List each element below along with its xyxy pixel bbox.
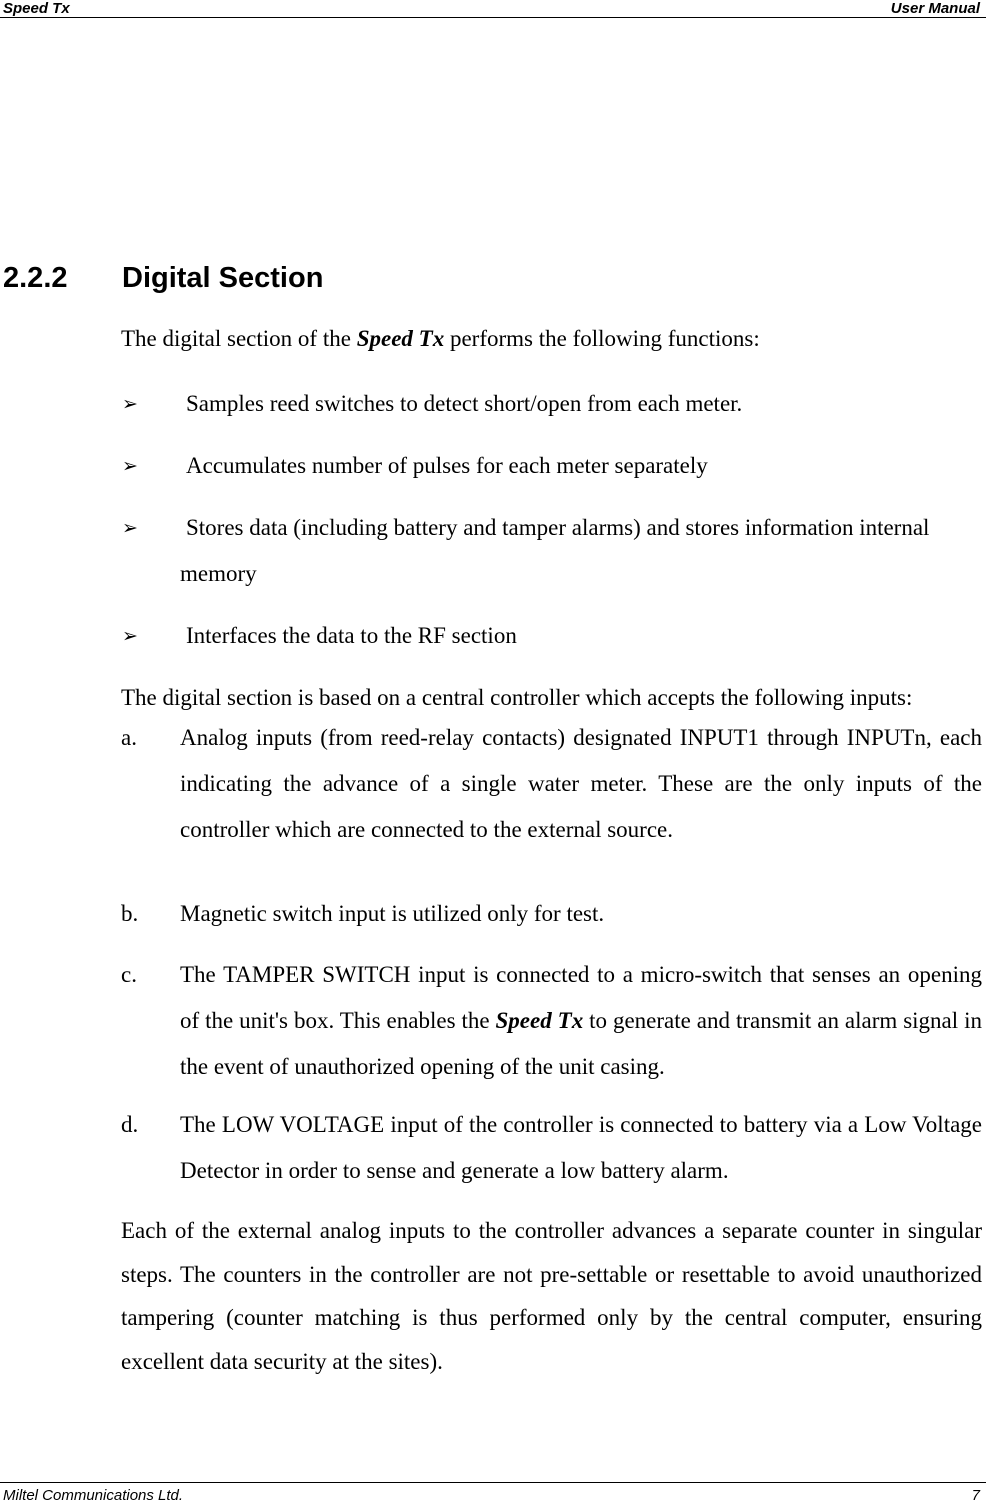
list-item-text: The LOW VOLTAGE input of the controller is connected to battery via a Low Voltage Detector in order to sense and generate a low battery alarm.: [180, 1112, 982, 1183]
list-item-label: d.: [121, 1112, 139, 1137]
list-item-text-before: The TAMPER SWITCH input is connected to a micro-switch that senses an opening of the unit's box. This enables the: [180, 962, 982, 1033]
list-item-text: [180, 952, 982, 1090]
product-name: Speed Tx: [495, 1008, 584, 1033]
intro-paragraph: [121, 324, 981, 354]
arrow-bullet-icon: ➢: [122, 455, 138, 477]
intro-text-before: The digital section of the: [121, 326, 357, 351]
inputs-intro-paragraph: The digital section is based on a central controller which accepts the following inputs:: [121, 685, 913, 710]
bullet-text: Interfaces the data to the RF section: [186, 623, 517, 648]
list-item-text: Analog inputs (from reed-relay contacts) designated INPUT1 through INPUTn, each indicating the advance of a single water meter. These are the only inputs of the controller which are connected to the external source.: [180, 725, 982, 842]
product-name: Speed Tx: [356, 326, 445, 351]
footer-rule: [0, 1482, 986, 1483]
arrow-bullet-icon: ➢: [122, 393, 138, 415]
arrow-bullet-icon: ➢: [122, 625, 138, 647]
bullet-text: Samples reed switches to detect short/open from each meter.: [186, 391, 743, 416]
section-number: 2.2.2: [3, 262, 68, 294]
list-item-label: a.: [121, 725, 137, 750]
bullet-text: Stores data (including battery and tamper alarms) and stores information internal memory: [180, 515, 930, 586]
list-item-text-after: to generate and transmit an alarm signal in the event of unauthorized opening of the unit casing.: [180, 1008, 982, 1079]
header-document-title: Speed Tx: [3, 0, 70, 17]
arrow-bullet-icon: ➢: [122, 517, 138, 539]
bullet-text: Accumulates number of pulses for each meter separately: [186, 453, 708, 478]
section-title: Digital Section: [122, 262, 324, 294]
footer-company: Miltel Communications Ltd.: [3, 1487, 184, 1504]
list-item-text: Magnetic switch input is utilized only for test.: [180, 901, 605, 926]
list-item-label: c.: [121, 962, 137, 987]
header-rule: [0, 17, 986, 18]
intro-text-after: performs the following functions:: [444, 326, 760, 351]
header-manual-label: User Manual: [890, 0, 980, 17]
list-item-label: b.: [121, 901, 139, 926]
closing-paragraph: Each of the external analog inputs to the controller advances a separate counter in singular steps. The counters in the controller are not pre-settable or resettable to avoid unauthorized tampering (counter matching is thus performed only by the central computer, ensuring excellent data security at the sites).: [121, 1218, 982, 1374]
page-number: 7: [971, 1487, 980, 1504]
